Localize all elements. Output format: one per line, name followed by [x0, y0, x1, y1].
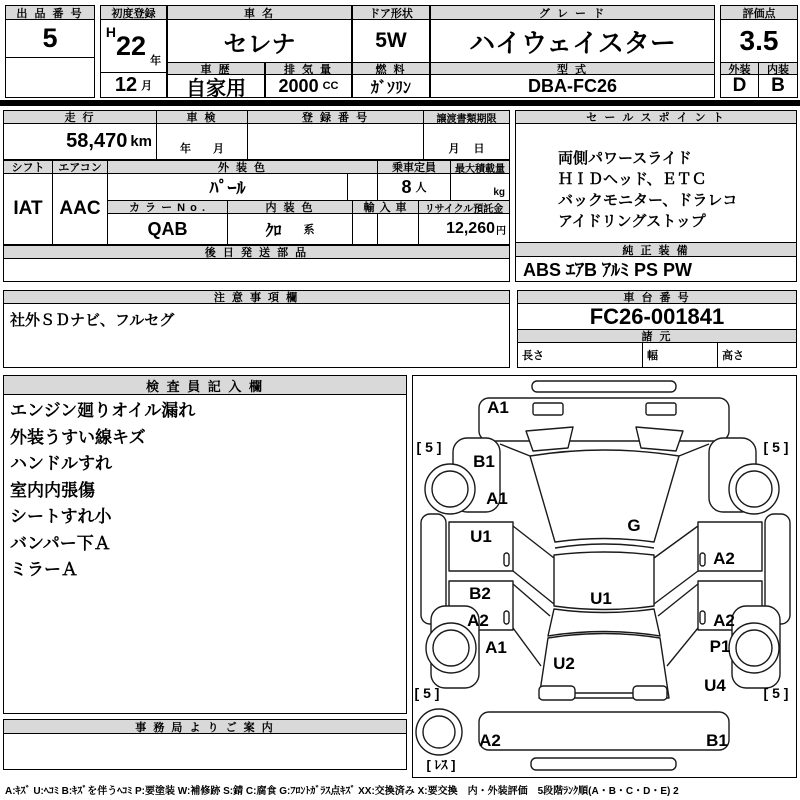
displacement-header: 排 気 量	[265, 62, 352, 75]
damage-mark: A1	[486, 489, 508, 508]
auction-no-empty-cell	[5, 57, 95, 98]
registration-no-header: 登 録 番 号	[247, 110, 424, 124]
exterior-grade-header: 外装	[720, 62, 759, 75]
damage-mark: G	[627, 516, 641, 535]
registration-no-value	[247, 123, 424, 160]
damage-mark: [ 5 ]	[763, 685, 789, 701]
damage-mark: [ ﾚｽ ]	[426, 757, 456, 773]
grade-value: ハイウェイスター	[430, 19, 715, 63]
damage-mark: A2	[713, 611, 735, 630]
import-sub-cell	[352, 213, 378, 245]
mileage-header: 走 行	[3, 110, 157, 124]
model-code-value: DBA-FC26	[430, 74, 715, 98]
shift-header: シフト	[3, 160, 53, 174]
era-letter: H	[105, 24, 117, 40]
inspector-line: 室内内張傷	[10, 480, 95, 500]
door-shape-header: ドア形状	[352, 5, 430, 20]
office-info-value	[3, 733, 407, 770]
transfer-deadline-header: 譲渡書類期限	[423, 110, 510, 124]
transfer-deadline-value: 月 日	[423, 123, 510, 160]
notes-header: 注 意 事 項 欄	[3, 290, 510, 304]
damage-mark: [ 5 ]	[414, 685, 440, 701]
aircon-header: エアコン	[52, 160, 108, 174]
damage-mark: B1	[706, 731, 728, 750]
car-name-value: セレナ	[167, 19, 352, 63]
displacement-value: 2000 CC	[265, 74, 352, 98]
damage-mark: A2	[713, 549, 735, 568]
damage-mark: A1	[487, 398, 509, 417]
model-code-header: 型 式	[430, 62, 715, 75]
inspector-line: バンパー下Ａ	[10, 533, 111, 553]
import-value	[377, 213, 419, 245]
damage-mark: [ 5 ]	[763, 439, 789, 455]
exterior-color-value: ﾊﾟｰﾙ	[107, 173, 348, 201]
oem-equipment-header: 純 正 装 備	[515, 242, 797, 257]
shift-value: IAT	[3, 173, 53, 245]
exterior-grade-value: D	[720, 74, 759, 98]
spec-height: 高さ	[717, 342, 797, 368]
fuel-value: ｶﾞｿﾘﾝ	[352, 74, 430, 98]
car-damage-diagram	[412, 375, 797, 778]
first-registration-header: 初度登録	[100, 5, 167, 20]
score-value: 3.5	[720, 19, 798, 63]
import-header: 輸 入 車	[352, 200, 419, 214]
sales-points-box	[515, 123, 797, 243]
sales-point-line: 両側パワースライド	[558, 150, 692, 167]
damage-mark: A2	[467, 611, 489, 630]
later-parts-header: 後 日 発 送 部 品	[3, 245, 510, 259]
shaken-header: 車 検	[156, 110, 248, 124]
damage-mark: P1	[709, 637, 731, 656]
damage-mark: A1	[485, 638, 507, 657]
interior-grade-header: 内装	[758, 62, 798, 75]
inspector-notes-box	[3, 394, 407, 714]
damage-mark: U4	[704, 676, 726, 695]
inspector-line: シートすれ小	[10, 507, 112, 526]
first-registration-month: 12 月	[100, 72, 167, 98]
damage-mark: U1	[590, 589, 612, 608]
chassis-no-value: FC26-001841	[517, 303, 797, 330]
damage-mark: U2	[553, 654, 575, 673]
auction-no-value: 5	[5, 19, 95, 58]
recycle-fee-value: 12,260 円	[418, 213, 510, 245]
color-no-header: カ ラ ー N o .	[107, 200, 228, 214]
aircon-value: AAC	[52, 173, 108, 245]
sales-points-header: セ ー ル ス ポ イ ン ト	[515, 110, 797, 124]
shaken-value: 年 月	[156, 123, 248, 160]
first-registration-year: H 22 年	[100, 19, 167, 73]
inspector-notes-header: 検 査 員 記 入 欄	[3, 375, 407, 395]
damage-mark: B1	[473, 452, 495, 471]
spec-width: 幅	[642, 342, 718, 368]
later-parts-value	[3, 258, 510, 282]
damage-mark: [ 5 ]	[416, 439, 442, 455]
inspector-line: ミラーＡ	[10, 560, 78, 579]
grade-header: グ レ ー ド	[430, 5, 715, 20]
sales-point-line: ＨＩＤヘッド、ＥＴＣ	[558, 171, 707, 188]
interior-grade-value: B	[758, 74, 798, 98]
damage-mark: B2	[469, 584, 491, 603]
capacity-header: 乗車定員	[377, 160, 451, 174]
inspector-line: エンジン廻りオイル漏れ	[10, 401, 196, 420]
office-info-header: 事 務 局 よ り ご 案 内	[3, 719, 407, 734]
door-shape-value: 5W	[352, 19, 430, 63]
section-divider	[0, 100, 800, 106]
interior-color-value: ｸﾛ 系	[227, 213, 353, 245]
capacity-value: 8 人	[377, 173, 451, 201]
inspector-line: ハンドルすれ	[10, 454, 112, 473]
max-load-value: kg	[450, 173, 510, 201]
inspector-line: 外装うすい線キズ	[10, 427, 146, 447]
auction-no-header: 出 品 番 号	[5, 5, 95, 20]
history-header: 車 歴	[167, 62, 265, 75]
mileage-value: 58,470 km	[3, 123, 157, 160]
sales-point-line: アイドリングストップ	[558, 213, 706, 230]
damage-mark: A2	[479, 731, 501, 750]
score-header: 評価点	[720, 5, 798, 20]
specs-header: 諸 元	[517, 329, 797, 343]
notes-value: 社外ＳＤナビ、フルセグ	[3, 303, 510, 368]
oem-equipment-value: ABS ｴｱB ｱﾙﾐ PS PW	[515, 256, 797, 282]
fuel-header: 燃 料	[352, 62, 430, 75]
car-name-header: 車 名	[167, 5, 352, 20]
chassis-no-header: 車 台 番 号	[517, 290, 797, 304]
damage-code-legend: A:ｷｽﾞ U:ﾍｺﾐ B:ｷｽﾞを伴うﾍｺﾐ P:要塗装 W:補修跡 S:錆 C:腐食 G:ﾌﾛﾝﾄｶﾞﾗｽ点ｷｽﾞ XX:交換済み X:要交換 内・外装評価 5段階ﾗﾝｸ順(A・B・C・D・E) 2	[5, 786, 679, 797]
spec-length: 長さ	[517, 342, 643, 368]
history-value: 自家用	[167, 74, 265, 98]
max-load-header: 最大積載量	[450, 160, 510, 174]
damage-mark: U1	[470, 527, 492, 546]
color-no-value: QAB	[107, 213, 228, 245]
car-outline-drawing	[413, 376, 798, 779]
exterior-color-sub-cell	[347, 173, 378, 201]
sales-point-line: バックモニター、ドラレコ	[558, 192, 738, 209]
recycle-fee-header: リサイクル預託金	[418, 200, 510, 214]
exterior-color-header: 外 装 色	[107, 160, 378, 174]
interior-color-header: 内 装 色	[227, 200, 353, 214]
